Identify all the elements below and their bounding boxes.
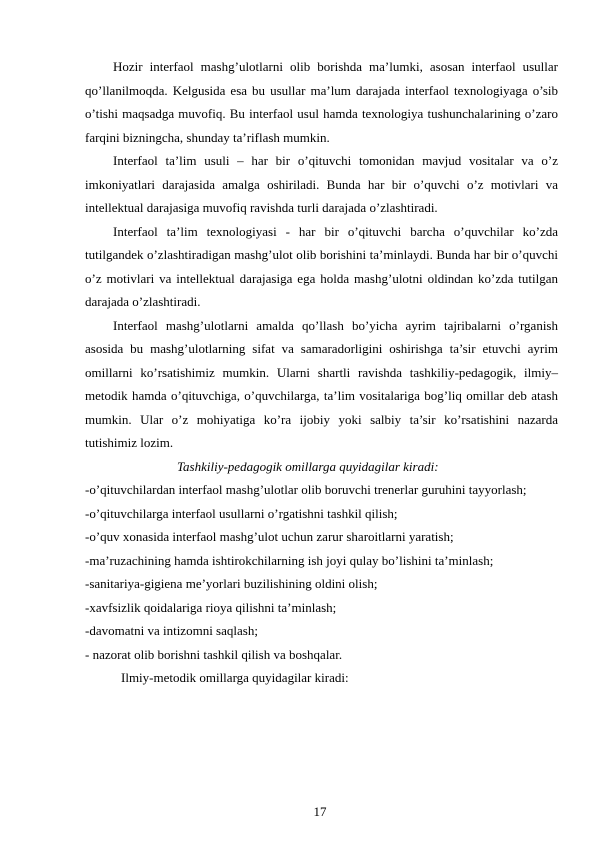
paragraph-factors: Interfaol mashg’ulotlarni amalda qo’llash bo’yicha ayrim tajribalarni o’rganish asosida bu mashg’ulotlarning sifat va samaradorligini oshirishga ta’sir etuvchi ayrim omillarni ko’rsatishimiz mumkin. Ularni shartli ravishda tashkiliy-pedagogik, ilmiy–metodik hamda o’qituvchiga, o’quvchilarga, ta’lim vositalariga bog’liq omillar deb atash mumkin. Ular o’z mohiyatiga ko’ra ijobiy yoki salbiy ta’sir ko’rsatishini nazarda tutishimiz lozim. [85,317,558,450]
list-item: -o’quv xonasida interfaol mashg’ulot uchun zarur sharoitlarni yaratish; [85,529,454,544]
heading-organizational-factors: Tashkiliy-pedagogik omillarga quyidagilar kiradi: [177,458,439,474]
paragraph-interactive-technology-definition: Interfaol ta’lim texnologiyasi - har bir o’qituvchi barcha o’quvchilar ko’zda tutilgandek o’zlashtiradigan mashg’ulot olib borishini ta’minlaydi. Bunda har bir o’quvchi o’z motivlari va intellektual darajasiga ega holda mashg’ulotni oldindan ko’zda tutilgan darajada o’zlashtiradi. [85,223,558,309]
list-item: -sanitariya-gigiena me’yorlari buzilishining oldini olish; [85,576,378,591]
paragraph-interactive-method-definition: Interfaol ta’lim usuli – har bir o’qituvchi tomonidan mavjud vositalar va o’z imkoniyatlari darajasida amalga oshiriladi. Bunda har bir o’quvchi o’z motivlari va intellektual darajasiga muvofiq ravishda turli darajada o’zlashtiradi. [85,153,558,215]
heading-scientific-methodical-factors: Ilmiy-metodik omillarga quyidagilar kiradi: [121,670,349,685]
list-item: -o’qituvchilardan interfaol mashg’ulotlar olib boruvchi trenerlar guruhini tayyorlash; [85,482,527,497]
list-item: -ma’ruzachining hamda ishtirokchilarning ish joyi qulay bo’lishini ta’minlash; [85,552,494,568]
page-number: 17 [313,804,327,819]
list-item: - nazorat olib borishni tashkil qilish va boshqalar. [85,646,343,662]
list-item: -davomatni va intizomni saqlash; [85,623,258,638]
page-body [85,55,558,690]
list-item: -o’qituvchilarga interfaol usullarni o’rgatishni tashkil qilish; [85,505,398,521]
list-item: -xavfsizlik qoidalariga rioya qilishni ta’minlash; [85,599,337,615]
paragraph-interactive-methods: Hozir interfaol mashg’ulotlarni olib borishda ma’lumki, asosan interfaol usullar qo’llanilmoqda. Kelgusida esa bu usullar ma’lum darajada interfaol texnologiyaga o’sib o’tishi maqsadga muvofiq. Bu interfaol usul hamda texnologiya tushunchalarining o’zaro farqini bizningcha, shunday ta’riflash mumkin. [85,59,558,145]
